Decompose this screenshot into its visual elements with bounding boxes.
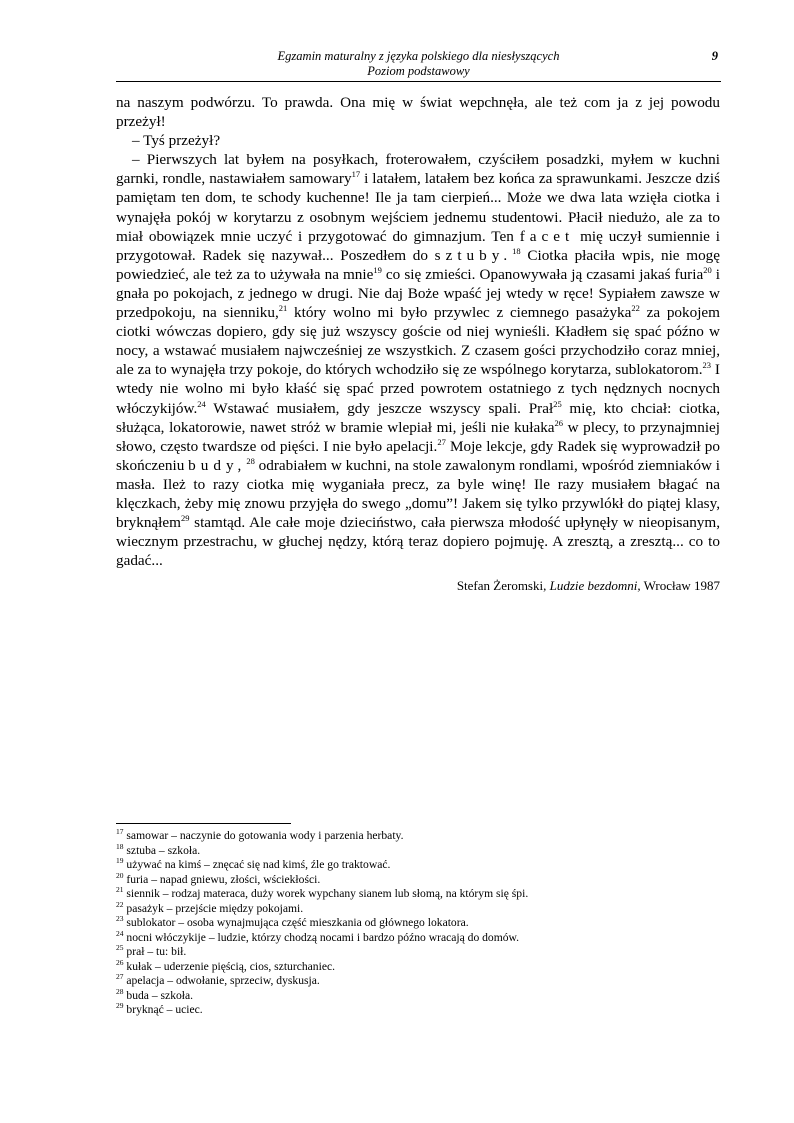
footnote-text: pasażyk – przejście między pokojami. [126, 901, 304, 915]
footnote-27 [116, 974, 720, 989]
footnote-ref-23: 23 [702, 360, 712, 371]
footnote-20 [116, 870, 720, 888]
text-run: I wtedy nie wolno mi było kłaść się spać przed powrotem ostatniego z tych nędznych nocnych włóczykijów. [116, 361, 720, 417]
footnote-number: 22 [116, 899, 124, 909]
text-run: który wolno mi było przywlec z ciemnego pasażyka [287, 304, 632, 322]
footnote-ref-20: 20 [703, 264, 712, 275]
footnote-text: nocni włóczykije – ludzie, którzy chodzą nocami i bardzo późno wracają do domów. [126, 930, 520, 944]
text-run: mię uczył sumiennie i przygotował. Radek się nazywał... Poszedłem do [116, 227, 720, 264]
footnote-text: prał – tu: bił. [126, 945, 187, 958]
footnote-number: 28 [116, 986, 124, 996]
excerpt-text [116, 93, 720, 570]
page-number: 9 [711, 49, 718, 63]
footnote-26 [116, 957, 720, 975]
footnote-24 [116, 928, 720, 946]
paragraph-2: – Tyś przeżył? [132, 132, 221, 150]
footnote-divider [116, 823, 291, 824]
text-run: mię, kto chciał: ciotka, służąca, lokatorowie, nawet stróż w bramie wlepiał mi, jeśli nie kułaka [116, 399, 721, 436]
footnote-ref-24: 24 [197, 398, 206, 409]
footnote-text: furia – napad gniewu, złości, wściekłości. [126, 872, 321, 886]
footnote-29 [116, 1003, 720, 1018]
footnote-number: 23 [116, 914, 124, 924]
text-run: odrabiałem w kuchni, na stole zawalonym rondlami, wpośród ziemniaków i masła. Ileż to razy ciotka mię wyganiała precz, za byle winę! Ile razy musiałem błagać na klęczkach, żeby mię znowu przyjęła do swego „domu”! Jakem się tylko przywlókł do piątej klasy, bryknąłem [116, 456, 720, 532]
footnote-ref-28: 28 [246, 455, 255, 466]
text-run: za pokojem ciotki wówczas dopiero, gdy się już wszyscy goście od niej wynieśli. Kładłem się spać późno w nocy, a wstawać musiałem najwcześniej ze wszystkich. Z czasem gości przychodziło coraz mniej, ale za to wynajęła trzy pokoje, do których wchodziło się ze wspólnego korytarza, sublokatorom. [116, 304, 720, 379]
footnote-ref-26: 26 [554, 417, 564, 428]
footnote-ref-21: 21 [278, 302, 288, 313]
footnote-text: buda – szkoła. [126, 988, 194, 1002]
footnote-text: sztuba – szkoła. [126, 843, 201, 857]
footnote-text: siennik – rodzaj materaca, duży worek wypchany sianem lub słomą, na którym się śpi. [126, 887, 529, 900]
footnote-text: samowar – naczynie do gotowania wody i parzenia herbaty. [126, 829, 404, 842]
footnote-text: kułak – uderzenie pięścią, cios, szturchaniec. [126, 959, 336, 973]
footnote-17 [116, 829, 720, 844]
footnote-number: 17 [116, 827, 124, 837]
exam-title: Egzamin maturalny z języka polskiego dla niesłyszących [277, 49, 560, 63]
footnote-text: używać na kimś – znęcać się nad kimś, źle go traktować. [126, 858, 391, 871]
footnote-ref-17: 17 [351, 169, 361, 180]
citation-place: Wrocław 1987 [640, 578, 720, 593]
text-run: i gnała po pokojach, z jednego w drugi. Nie daj Boże wpaść jej wtedy w ręce! Sypiałem zawsze w przedpokoju, na sienniku, [116, 265, 720, 322]
text-run: co się zmieści. Opanowywała ją czasami jakaś furia [381, 265, 704, 283]
footnote-text: bryknąć – uciec. [126, 1003, 203, 1016]
exam-level: Poziom podstawowy [367, 64, 470, 78]
footnote-ref-27: 27 [437, 436, 446, 447]
spaced-word-facet: facet [519, 227, 575, 245]
footnote-25 [116, 945, 720, 960]
paragraph-1: na naszym podwórzu. To prawda. Ona mię w świat wepchnęła, ale też com ja z jej powodu przeżył! [116, 94, 720, 131]
footnote-number: 21 [116, 885, 124, 895]
footnote-number: 19 [116, 856, 124, 866]
footnote-21 [116, 887, 720, 902]
source-citation [116, 578, 720, 594]
footnote-ref-29: 29 [180, 513, 190, 523]
footnote-number: 29 [116, 1001, 124, 1011]
footnote-number: 20 [116, 870, 124, 880]
footnote-28 [116, 986, 720, 1004]
footnote-ref-25: 25 [553, 398, 562, 409]
footnote-text: sublokator – osoba wynajmująca część mieszkania od głównego lokatora. [126, 916, 469, 929]
footnote-ref-22: 22 [631, 302, 640, 313]
text-run: Ciotka płaciła wpis, nie mogę powiedzieć, ale też za to używała na mnie [116, 246, 720, 283]
footnote-22 [116, 899, 720, 917]
text-run: i latałem, latałem bez końca za sprawunkami. Jeszcze dziś pamiętam ten dom, te schody kuchenne! Ile ja tam cierpień... Może we dwa lata wzięła ciotka i wynajęła pokój w korytarzu z osobnym wejściem jednemu studentowi. Płacił niedużo, ale za to miał obowiązek mnie uczyć i przygotować do gimnazjum. Ten [116, 170, 720, 245]
footnote-23 [116, 916, 720, 931]
text-run: stamtąd. Ale całe moje dzieciństwo, cała pierwsza młodość upłynęły w nieopisanym, wiecznym przestrachu, w głuchej nędzy, którą teraz dopiero pojmuję. A zresztą, a zresztą... co to gadać... [116, 514, 720, 570]
citation-author: Stefan Żeromski, [456, 578, 550, 593]
paragraph-3 [116, 150, 720, 570]
spaced-word-budy: budy, [188, 456, 247, 474]
footnote-ref-18: 18 [512, 245, 521, 256]
citation-book: Ludzie bezdomni, [549, 578, 641, 593]
text-run: Wstawać musiałem, gdy jeszcze wszyscy spali. Prał [205, 399, 554, 417]
text-run: – Pierwszych lat byłem na posyłkach, froterowałem, czyściłem posadzki, myłem w kuchni garnki, rondle, nastawiałem samowary [116, 151, 720, 188]
footnote-text: apelacja – odwołanie, sprzeciw, dyskusja. [126, 974, 320, 987]
footnote-number: 24 [116, 928, 124, 938]
footnote-number: 18 [116, 841, 124, 851]
spaced-word-sztuby: sztuby. [434, 246, 513, 264]
footnote-number: 27 [116, 972, 124, 982]
footnote-number: 26 [116, 957, 124, 967]
footnote-18 [116, 841, 720, 859]
text-run: w plecy, to przynajmniej słowo, często twardsze od pięści. I nie było apelacji. [116, 418, 721, 455]
text-run: Moje lekcje, gdy Radek się wyprowadził po skończeniu [116, 437, 720, 474]
footnote-ref-19: 19 [373, 264, 382, 275]
page-header [116, 47, 721, 82]
footnote-number: 25 [116, 943, 124, 953]
footnote-19 [116, 858, 720, 873]
footnotes [116, 829, 720, 1018]
